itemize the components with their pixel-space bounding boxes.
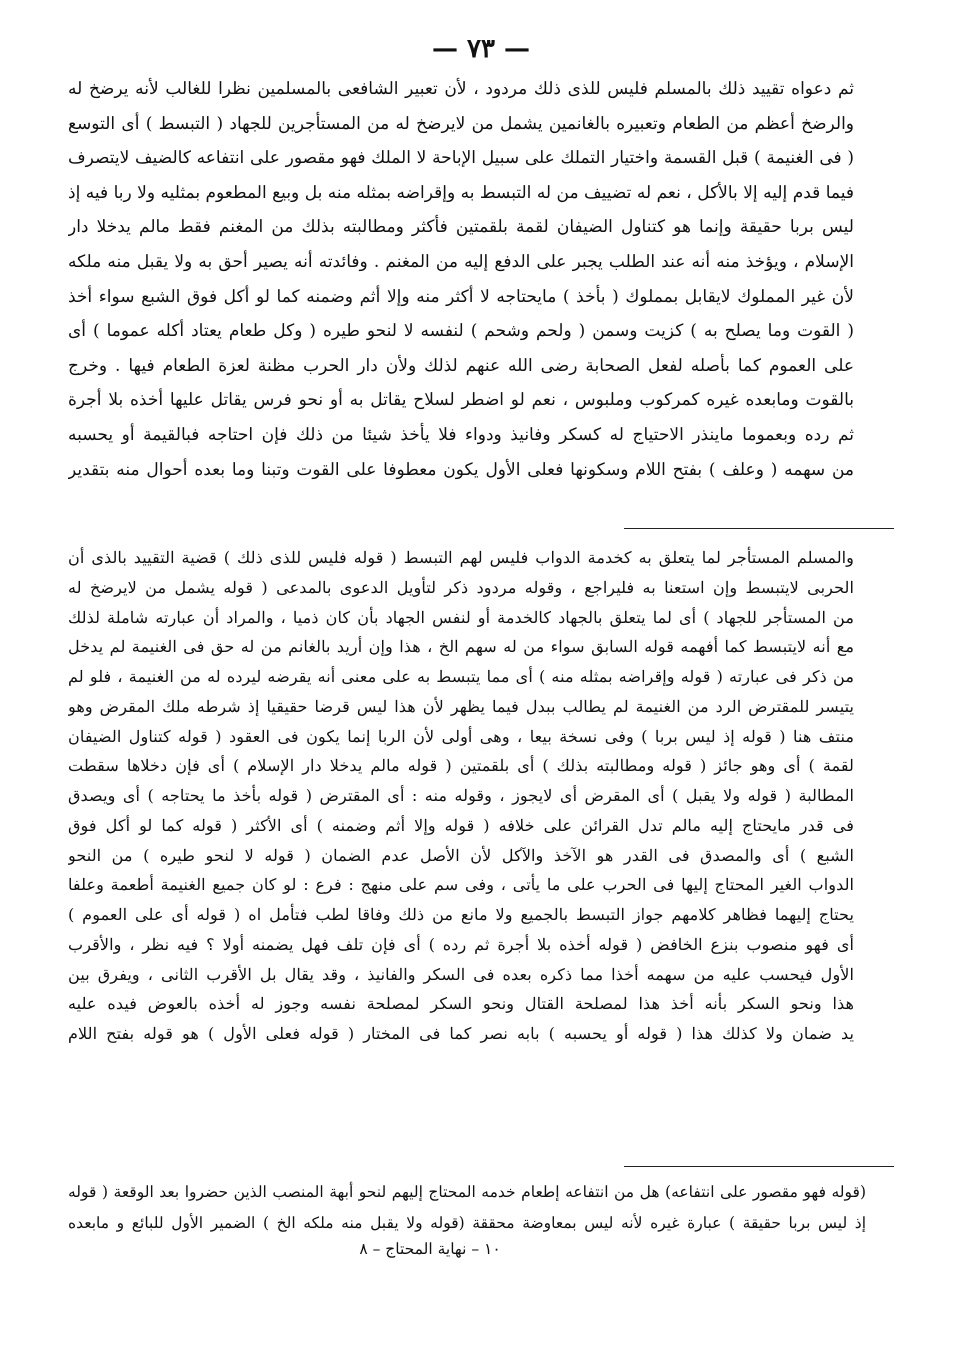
main-text-line: والرضخ أعظم من الطعام وتعبيره بالغانمين يشمل من لايرضخ له من المستأجرين للجهاد ( التبسط ) أى التوسع bbox=[68, 113, 854, 134]
commentary-line: منتف هنا ( قوله إذ ليس بربا ) وفى نسخة بيعا ، وهى أولى لأن الربا إنما يكون فى العقود ( قوله كتناول الضيفان bbox=[68, 726, 854, 746]
commentary-line: يتيسر للمقترض الرد من الغنيمة لم يطالب ببدل فيما يظهر لأن هذا ليس قرضا حقيقيا إذ شرطه ملك المقرض وهو bbox=[68, 696, 854, 716]
footnote-block bbox=[68, 1177, 866, 1239]
main-text-line: من سهمه ( وعلف ) بفتح اللام وسكونها فعلى الأول يكون معطوفا على القوت وتبنا وما بعده أحوال منه بتقدير bbox=[68, 459, 854, 480]
commentary-line: الأول فيحسب عليه من سهمه أخذا مما ذكره بعده فى السكر والفانيذ ، وقد يقال بل الأقرب الثانى ، ويفرق بين bbox=[68, 964, 854, 984]
commentary-line: المطالبة ( قوله ولا يقبل ) أى المقرض أى لايجوز ، وقوله منه : أى المقترض ( قوله بأخذ ما يحتاجه ) أى ويصدق bbox=[68, 786, 854, 805]
commentary-line: والمسلم المستأجر لما يتعلق به كخدمة الدواب فليس لهم التبسط ( قوله فليس للذى ذلك ) قضية التقييد بالذى أن bbox=[68, 548, 854, 567]
main-text-line: ( فى الغنيمة ) قبل القسمة واختيار التملك على سبيل الإباحة لا الملك فهو مقصور على انتفاعه كالضيف لايتصرف bbox=[68, 148, 854, 169]
main-text-line: ( القوت وما يصلح به ) كزيت وسمن ( ولحم وشحم ) لنفسه لا لنحو طيره ( وكل طعام يعتاد أكله عموما ) أى bbox=[68, 321, 854, 342]
page-number: — ٧٣ — bbox=[431, 34, 531, 64]
commentary-block bbox=[68, 543, 854, 1049]
main-text-line: الإسلام ، ويؤخذ منه أنه عند الطلب يجبر على الدفع إليه من المغنم . وفائدته أنه يصير أحق به ولا يقبل منه ملكه bbox=[68, 251, 854, 272]
main-text-line: فيما قدم إليه إلا بالأكل ، نعم له تضييف من له التبسط به وإقراضه بمثله منه بل وبيع المطعوم بمثليه ولا ربا فيه إذ bbox=[68, 182, 854, 203]
commentary-line: الشبع ) أى والمصدق فى القدر هو الآخذ والآكل لأن الأصل عدم الضمان ( قوله لا لنحو طيره ) من النحو bbox=[68, 845, 854, 865]
commentary-line: من المستأجر للجهاد ) أى لما يتعلق بالجهاد كالخدمة أو لنفس الجهاد بأن كان ذميا ، والمراد أن عبارته شاملة لذلك bbox=[68, 607, 854, 627]
main-text-line: لأن غير المملوك لايقابل بمملوك ( بأخذ ) مايحتاجه لا أكثر منه وإلا أثم وضمنه كما لو أكل فوق الشبع سواء أخذ bbox=[68, 286, 854, 307]
commentary-line: هذا ونحو السكر بأنه أخذ هذا لمصلحة القتال ونحو السكر لمصلحة نفسه وجوز له أخذه بالعوض فيده عليه bbox=[68, 994, 854, 1014]
main-text-block bbox=[68, 72, 854, 487]
main-text-line: ليس بربا حقيقة وإنما هو كتناول الضيفان لقمة بلقمتين فأكثر ومطالبته بذلك من المغنم فقط مالم يدخلا دار bbox=[68, 217, 854, 238]
main-text-line: على العموم كما بأصله لفعل الصحابة رضى الله عنهم لذلك ولأن دار الحرب مظنة لعزة الطعام فيها . وخرج bbox=[68, 355, 854, 376]
section-divider bbox=[624, 528, 894, 529]
footnote-line: إذ ليس بربا حقيقة ) عبارة غيره لأنه ليس بمعاوضة محققة (قوله ولا يقبل منه ملكه الخ ) الضمير الأول للبائع و مابعده bbox=[68, 1214, 866, 1232]
commentary-line: لقمة ) أى وهو جائز ( قوله ومطالبته بذلك ) أى بلقمتين ( قوله مالم يدخلا دار الإسلام ) أى فإن دخلاها سقطت bbox=[68, 756, 854, 776]
commentary-line: من ذكر فى عبارته ( قوله وإقراضه بمثله منه ) أى مما يتبسط به على معنى أنه يقرضه ليرده له من الغنيمة ، فلو لم bbox=[68, 667, 854, 686]
footnote-line: (قوله فهو مقصور على انتفاعه) هل من انتفاعه إطعام خدمه المحتاج إليهم لنحو أبهة المنصب الذين حضروا بعد الوقعة ( قوله bbox=[68, 1183, 866, 1201]
main-text-line: ثم رده وبعموما ماينذر الاحتياج له كسكر وفانيذ ودواء فلا يأخذ شيئا من ذلك فإن احتاجه فبالقيمة أو يحسبه bbox=[68, 424, 854, 445]
commentary-line: فى قدر مايحتاج إليه مالم تدل القرائن على خلافه ( قوله وإلا أثم وضمنه ) أى الأكثر ( قوله كما لو أكل فوق bbox=[68, 815, 854, 835]
main-text-line: ثم دعواه تقييد ذلك بالمسلم فليس للذى ذلك مردود ، لأن تعبير الشافعى بالمسلمين نظرا للغالب لأنه يرضخ له bbox=[68, 79, 854, 99]
printer-signature: ١٠ – نهاية المحتاج – ٨ bbox=[359, 1240, 501, 1258]
commentary-line: يد ضمان ولا كذلك هذا ( قوله أو يحسبه ) بابه نصر كما فى المختار ( قوله فعلى الأول ) هو قوله بفتح اللام bbox=[68, 1024, 854, 1043]
commentary-line: أى فهو منصوب بنزع الخافض ( قوله أخذه بلا أجرة ثم رده ) أى فإن تلف فهل يضمنه أولا ؟ فيه نظر ، والأقرب bbox=[68, 934, 854, 954]
commentary-line: يحتاج إليهما فظاهر كلامهم جواز التبسط بالجميع ولا مانع من ذلك وفاقا لطب فتأمل اه ( قوله أى على العموم ) bbox=[68, 905, 854, 924]
commentary-line: مع أنه لايتبسط كما أفهمه قوله السابق سواء من له سهم الخ ، هذا وإن أريد بالغانم من له حق فى الغنيمة لم يدخل bbox=[68, 637, 854, 657]
commentary-line: الدواب الغير المحتاج إليها فى الحرب على ما يأتى ، وفى سم على منهج : فرع : لو كان جميع الغنيمة أطعمة وعلفا bbox=[68, 875, 854, 895]
main-text-line: بالقوت ومابعده غيره كمركوب وملبوس ، نعم لو اضطر لسلاح يقاتل به أو نحو فرس يقاتل عليها أخذه بلا أجرة bbox=[68, 390, 854, 411]
section-divider bbox=[624, 1166, 894, 1167]
commentary-line: الحربى لايتبسط وإن استعنا به فليراجع ، وقوله مردود ذكر لتأويل الدعوى بالمدعى ( قوله يشمل من لايرضخ له bbox=[68, 577, 854, 597]
